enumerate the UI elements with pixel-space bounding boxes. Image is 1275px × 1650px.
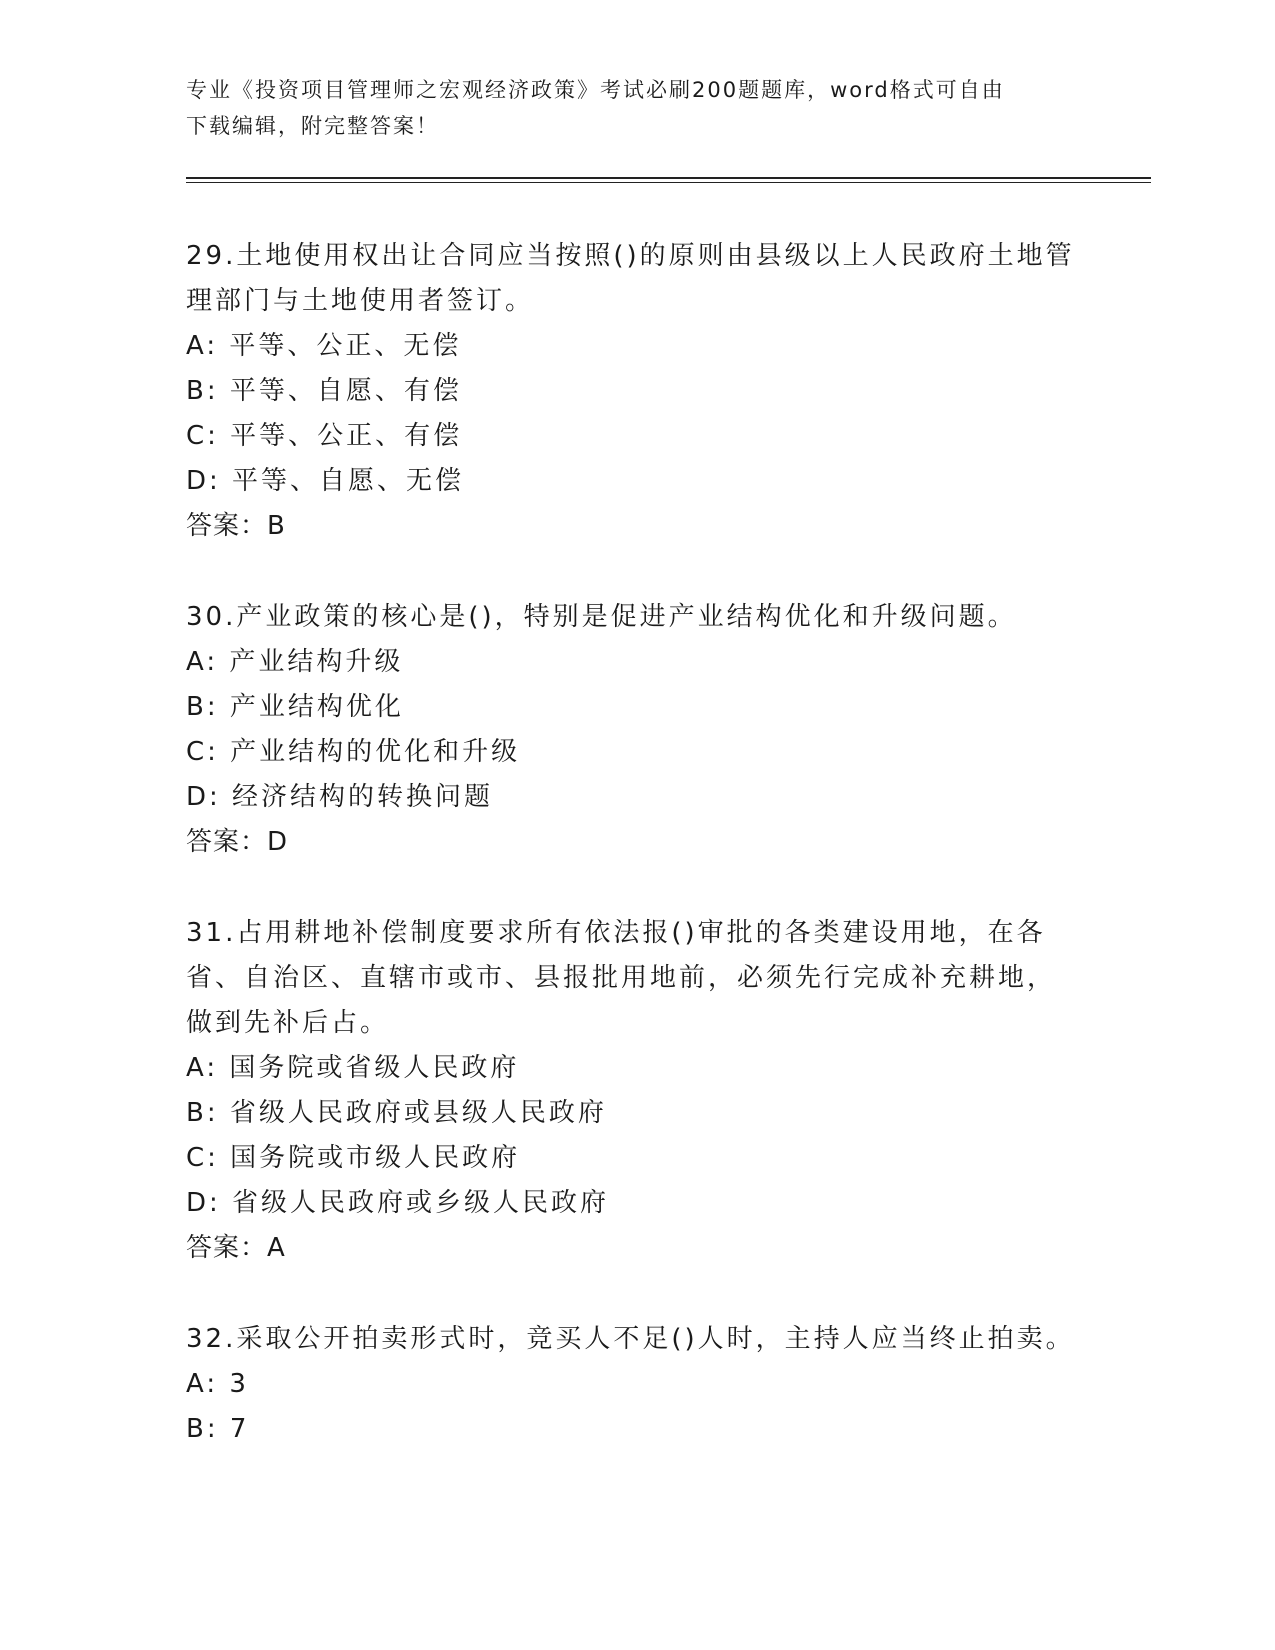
option-a: A: 平等、公正、无偿 bbox=[186, 331, 462, 361]
option-a: A: 国务院或省级人民政府 bbox=[186, 1053, 520, 1083]
header-divider-thin bbox=[186, 182, 1151, 183]
option-b: B: 产业结构优化 bbox=[186, 692, 404, 722]
question-29 bbox=[186, 234, 1151, 549]
question-30 bbox=[186, 595, 1151, 865]
answer-label: 答案：B bbox=[186, 511, 286, 541]
option-b: B: 平等、自愿、有偿 bbox=[186, 376, 462, 406]
document-header bbox=[186, 72, 1086, 144]
question-stem: 31.占用耕地补偿制度要求所有依法报()审批的各类建设用地，在各省、自治区、直辖市或市、县报批用地前，必须先行完成补充耕地，做到先补后占。 bbox=[186, 918, 1057, 1038]
option-d: D: 经济结构的转换问题 bbox=[186, 782, 494, 812]
option-c: C: 国务院或市级人民政府 bbox=[186, 1143, 521, 1173]
option-b: B: 7 bbox=[186, 1414, 250, 1444]
option-c: C: 平等、公正、有偿 bbox=[186, 421, 463, 451]
question-stem: 29.土地使用权出让合同应当按照()的原则由县级以上人民政府土地管理部门与土地使用者签订。 bbox=[186, 241, 1075, 316]
question-32 bbox=[186, 1317, 1151, 1452]
answer-label: 答案：A bbox=[186, 1233, 286, 1263]
option-c: C: 产业结构的优化和升级 bbox=[186, 737, 521, 767]
question-stem: 32.采取公开拍卖形式时，竞买人不足()人时，主持人应当终止拍卖。 bbox=[186, 1324, 1075, 1354]
header-line-2: 下载编辑，附完整答案！ bbox=[186, 114, 439, 138]
answer-label: 答案：D bbox=[186, 827, 289, 857]
option-a: A: 3 bbox=[186, 1369, 249, 1399]
option-d: D: 平等、自愿、无偿 bbox=[186, 466, 465, 496]
question-stem: 30.产业政策的核心是()，特别是促进产业结构优化和升级问题。 bbox=[186, 602, 1017, 632]
option-b: B: 省级人民政府或县级人民政府 bbox=[186, 1098, 607, 1128]
question-31 bbox=[186, 911, 1151, 1271]
option-d: D: 省级人民政府或乡级人民政府 bbox=[186, 1188, 610, 1218]
header-divider-thick bbox=[186, 177, 1151, 179]
question-list bbox=[186, 234, 1151, 1498]
option-a: A: 产业结构升级 bbox=[186, 647, 404, 677]
header-line-1: 专业《投资项目管理师之宏观经济政策》考试必刷200题题库，word格式可自由 bbox=[186, 78, 1005, 102]
